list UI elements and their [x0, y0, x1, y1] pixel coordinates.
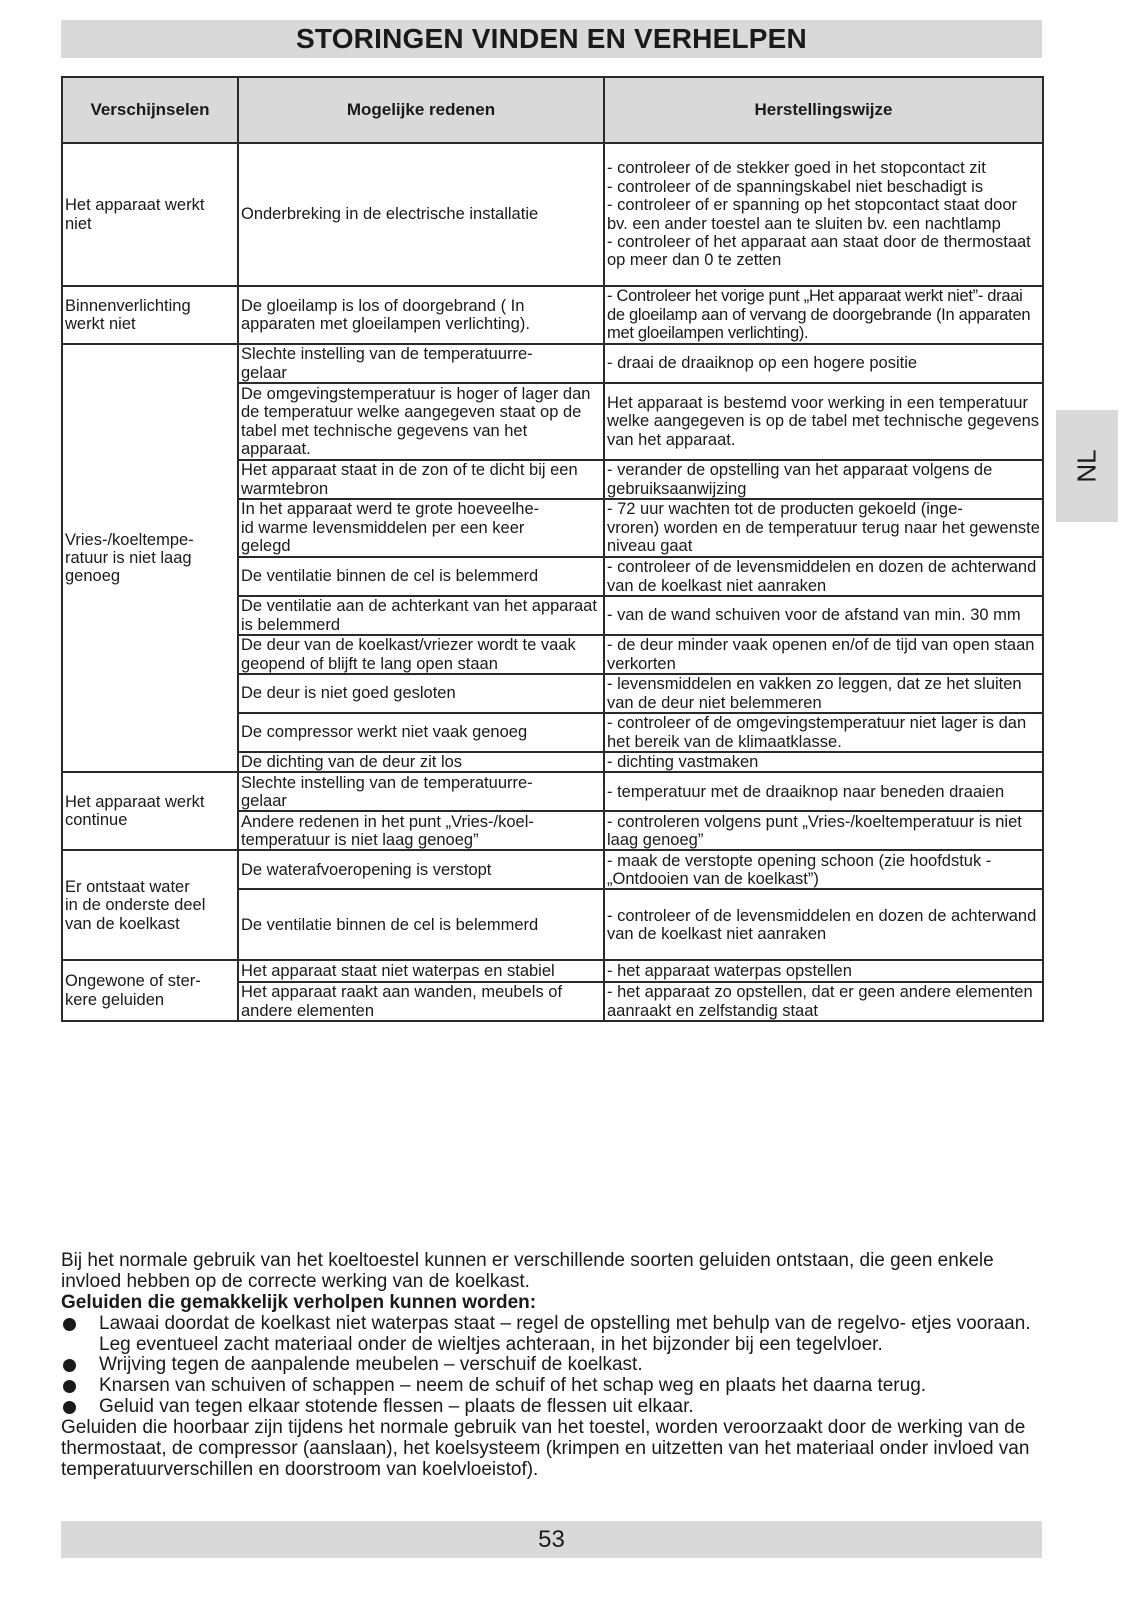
cause-cell: Het apparaat staat niet waterpas en stabiel [238, 960, 604, 982]
list-item [61, 1376, 1046, 1397]
table-row [62, 850, 1043, 889]
symptom-cell: Het apparaat werkt continue [62, 772, 238, 850]
cause-cell: In het apparaat werd te grote hoeveelhe- id warme levensmiddelen per een keer gelegd [238, 499, 604, 557]
cause-cell: De compressor werkt niet vaak genoeg [238, 713, 604, 752]
cause-cell: Onderbreking in de electrische installatie [238, 143, 604, 286]
bullet-icon [63, 1359, 76, 1372]
header-remedies: Herstellingswijze [604, 77, 1043, 143]
remedy-cell: - maak de verstopte opening schoon (zie hoofdstuk - „Ontdooien van de koelkast”) [604, 850, 1043, 889]
list-item-text: Wrijving tegen de aanpalende meubelen – verschuif de koelkast. [99, 1354, 643, 1376]
cause-cell: Slechte instelling van de temperatuurre- gelaar [238, 344, 604, 383]
language-tab [1056, 410, 1118, 522]
notes-heading: Geluiden die gemakkelijk verholpen kunnen worden: [61, 1291, 537, 1313]
cause-cell: De deur van de koelkast/vriezer wordt te vaak geopend of blijft te lang open staan [238, 635, 604, 674]
remedy-cell: - controleer of de omgevingstemperatuur niet lager is dan het bereik van de klimaatklasse. [604, 713, 1043, 752]
list-item-text: Geluid van tegen elkaar stotende flessen – plaats de flessen uit elkaar. [99, 1396, 694, 1418]
remedy-cell: - het apparaat waterpas opstellen [604, 960, 1043, 982]
notes-bullet-list [61, 1314, 1046, 1418]
language-tab-label: NL [1071, 449, 1102, 483]
remedy-cell: - het apparaat zo opstellen, dat er geen andere elementen aanraakt en zelfstandig staat [604, 982, 1043, 1021]
symptom-cell: Er ontstaat water in de onderste deel van de koelkast [62, 850, 238, 960]
page-footer [61, 1521, 1042, 1558]
symptom-cell: Het apparaat werkt niet [62, 143, 238, 286]
list-item [61, 1397, 1046, 1418]
remedy-cell: - controleer of de stekker goed in het stopcontact zit - controleer of de spanningskabel niet beschadigt is - controleer of er spanning op het stopcontact staat door bv. een ander toestel aan te sluiten bv. een nachtlamp - controleer of het apparaat aan staat door de thermostaat op meer dan 0 te zetten [604, 143, 1043, 286]
cause-cell: De omgevingstemperatuur is hoger of lager dan de temperatuur welke aangegeven staat op de tabel met technische gegevens van het apparaat. [238, 383, 604, 460]
table-header-row [62, 77, 1043, 143]
symptom-cell: Binnenverlichting werkt niet [62, 286, 238, 344]
bullet-icon [63, 1380, 76, 1393]
notes-intro: Bij het normale gebruik van het koeltoestel kunnen er verschillende soorten geluiden ontstaan, die geen enkele invloed hebben op de correcte werking van de koelkast. [61, 1250, 994, 1292]
cause-cell: De dichting van de deur zit los [238, 752, 604, 772]
header-causes: Mogelijke redenen [238, 77, 604, 143]
header-symptoms: Verschijnselen [62, 77, 238, 143]
page-title-bar [61, 20, 1042, 58]
table-row [62, 143, 1043, 286]
remedy-cell: - van de wand schuiven voor de afstand van min. 30 mm [604, 596, 1043, 635]
troubleshooting-table [61, 76, 1044, 1022]
remedy-cell: - levensmiddelen en vakken zo leggen, dat ze het sluiten van de deur niet belemmeren [604, 674, 1043, 713]
cause-cell: De ventilatie aan de achterkant van het apparaat is belemmerd [238, 596, 604, 635]
cause-cell: Het apparaat staat in de zon of te dicht bij een warmtebron [238, 460, 604, 499]
cause-cell: De deur is niet goed gesloten [238, 674, 604, 713]
remedy-cell: - 72 uur wachten tot de producten gekoeld (inge- vroren) worden en de temperatuur terug naar het gewenste niveau gaat [604, 499, 1043, 557]
list-item [61, 1314, 1046, 1356]
remedy-cell: - dichting vastmaken [604, 752, 1043, 772]
remedy-cell: - Controleer het vorige punt „Het apparaat werkt niet”- draai de gloeilamp aan of vervang de doorgebrande (In apparaten met gloeilampen verlichting). [604, 286, 1043, 344]
table-body [62, 143, 1043, 1021]
remedy-cell: - controleren volgens punt „Vries-/koeltemperatuur is niet laag genoeg” [604, 811, 1043, 850]
remedy-cell: - verander de opstelling van het apparaat volgens de gebruiksaanwijzing [604, 460, 1043, 499]
bullet-icon [63, 1318, 76, 1331]
remedy-cell: - draai de draaiknop op een hogere positie [604, 344, 1043, 383]
page-number: 53 [538, 1526, 565, 1553]
notes-closing: Geluiden die hoorbaar zijn tijdens het normale gebruik van het toestel, worden veroorzaakt door de werking van de thermostaat, de compressor (aanslaan), het koelsysteem (krimpen en uitzetten van het materiaal onder invloed van temperatuurverschillen en doorstroom van koelvloeistof). [61, 1417, 1030, 1480]
remedy-cell: - controleer of de levensmiddelen en dozen de achterwand van de koelkast niet aanraken [604, 889, 1043, 960]
list-item [61, 1355, 1046, 1376]
cause-cell: De ventilatie binnen de cel is belemmerd [238, 889, 604, 960]
table-row [62, 286, 1043, 344]
list-item-text: Lawaai doordat de koelkast niet waterpas staat – regel de opstelling met behulp van de regelvo- etjes vooraan. Leg eventueel zacht materiaal onder de wieltjes achteraan, in het bijzonder bij een tegelvloer. [99, 1312, 1031, 1355]
cause-cell: De gloeilamp is los of doorgebrand ( In apparaten met gloeilampen verlichting). [238, 286, 604, 344]
remedy-cell: Het apparaat is bestemd voor werking in een temperatuur welke aangegeven is op de tabel met technische gegevens van het apparaat. [604, 383, 1043, 460]
list-item-text: Knarsen van schuiven of schappen – neem de schuif of het schap weg en plaats het daarna terug. [99, 1375, 927, 1397]
cause-cell: Slechte instelling van de temperatuurre- gelaar [238, 772, 604, 811]
remedy-cell: - de deur minder vaak openen en/of de tijd van open staan verkorten [604, 635, 1043, 674]
symptom-cell: Ongewone of ster- kere geluiden [62, 960, 238, 1021]
remedy-cell: - controleer of de levensmiddelen en dozen de achterwand van de koelkast niet aanraken [604, 557, 1043, 596]
table-row [62, 344, 1043, 383]
cause-cell: De ventilatie binnen de cel is belemmerd [238, 557, 604, 596]
cause-cell: Het apparaat raakt aan wanden, meubels of andere elementen [238, 982, 604, 1021]
symptom-cell: Vries-/koeltempe- ratuur is niet laag genoeg [62, 344, 238, 772]
bullet-icon [63, 1401, 76, 1414]
page-title: STORINGEN VINDEN EN VERHELPEN [296, 23, 807, 54]
table-row [62, 960, 1043, 982]
cause-cell: Andere redenen in het punt „Vries-/koel- temperatuur is niet laag genoeg” [238, 811, 604, 850]
cause-cell: De waterafvoeropening is verstopt [238, 850, 604, 889]
table-row [62, 772, 1043, 811]
remedy-cell: - temperatuur met de draaiknop naar beneden draaien [604, 772, 1043, 811]
notes-section [61, 1251, 1046, 1481]
